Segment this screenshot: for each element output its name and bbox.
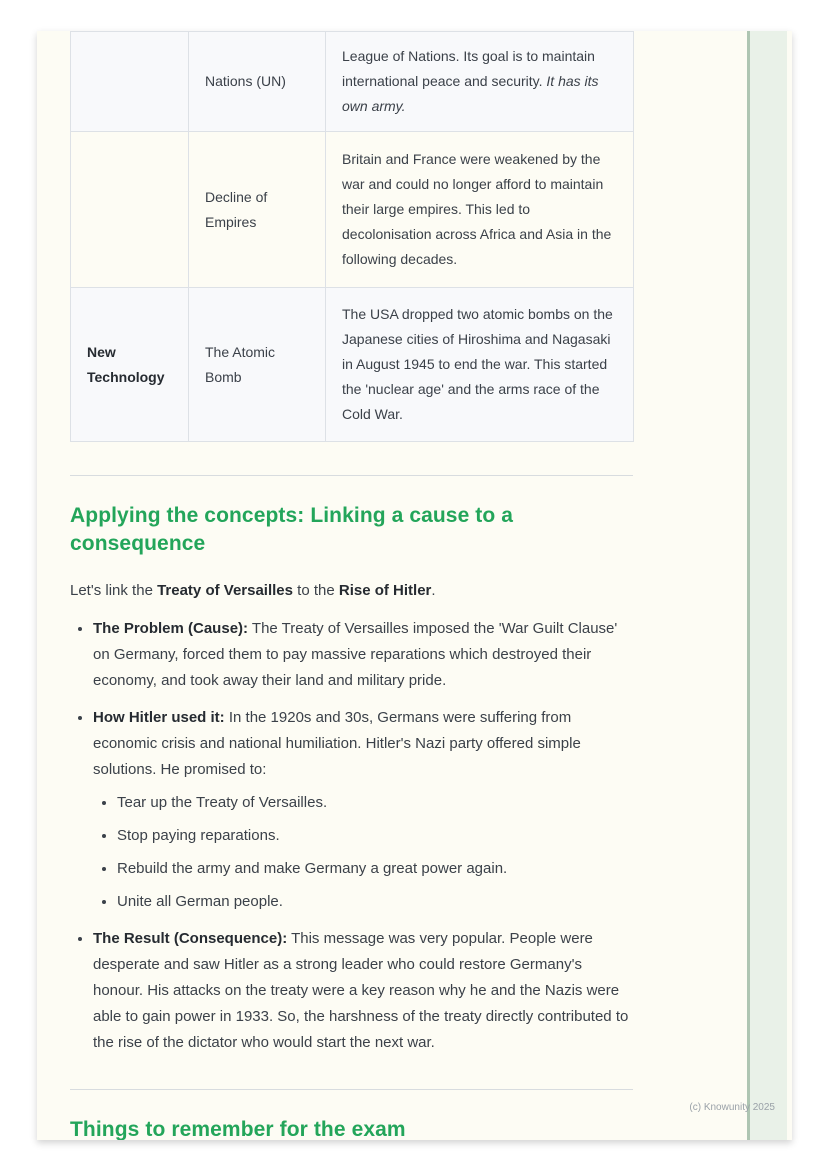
hitler-promises-sublist	[93, 790, 633, 915]
item-cell: Decline of Empires	[189, 132, 326, 288]
description-italic-text: It has its own army.	[342, 73, 599, 114]
description-cell: The USA dropped two atomic bombs on the Japanese cities of Hiroshima and Nagasaki in August 1945 to end the war. This started the 'nuclear age' and the arms race of the Cold War.	[326, 288, 634, 442]
item-cell: Nations (UN)	[189, 32, 326, 132]
knowunity-watermark: (c) Knowunity 2025	[689, 1102, 775, 1113]
list-item-text: This message was very popular. People were desperate and saw Hitler as a strong leader who could restore Germany's honour. His attacks on the treaty were a key reason why he and the Nazis were able to gain power in 1933. So, the harshness of the treaty directly contributed to the rise of the dictator who would start the next war.	[93, 930, 629, 1051]
sub-list-item: • Unite all German people.	[117, 889, 633, 915]
intro-bold-hitler: Rise of Hitler	[338, 582, 432, 599]
intro-text: .	[431, 582, 436, 599]
item-cell: The Atomic Bomb	[189, 288, 326, 442]
category-cell	[71, 32, 189, 132]
sub-list-item: • Stop paying reparations.	[117, 823, 633, 849]
table-row	[71, 32, 634, 132]
list-item-problem	[93, 616, 633, 694]
table-row	[71, 288, 634, 442]
list-item-how-hitler-used-it	[93, 705, 633, 915]
sub-list-item: • Rebuild the army and make Germany a great power again.	[117, 856, 633, 882]
list-item-lead: The Result (Consequence):	[93, 930, 288, 947]
description-cell	[326, 32, 634, 132]
cause-consequence-list	[70, 616, 633, 1056]
intro-bold-treaty: Treaty of Versailles	[157, 582, 293, 599]
sub-list-item: • Tear up the Treaty of Versailles.	[117, 790, 633, 816]
list-item-text: In the 1920s and 30s, Germans were suffering from economic crisis and national humiliation. Hitler's Nazi party offered simple solutions. He promised to:	[93, 709, 581, 778]
list-item-text: The Treaty of Versailles imposed the 'War Guilt Clause' on Germany, forced them to pay massive reparations which destroyed their economy, and took away their land and military pride.	[93, 620, 618, 689]
table-row	[71, 132, 634, 288]
page-edge-green-strip	[747, 31, 787, 1140]
list-item-result	[93, 926, 633, 1056]
intro-text: to the	[293, 582, 339, 599]
applying-concepts-heading: Applying the concepts: Linking a cause to a consequence	[70, 504, 514, 555]
section-divider	[70, 475, 633, 476]
list-item-lead: How Hitler used it:	[93, 709, 225, 726]
things-to-remember-heading: Things to remember for the exam	[70, 1118, 406, 1140]
document-page	[37, 31, 792, 1140]
intro-text: Let's link the	[70, 582, 158, 599]
list-item-lead: The Problem (Cause):	[93, 620, 249, 637]
category-cell	[71, 132, 189, 288]
intro-paragraph	[70, 578, 633, 604]
description-text: League of Nations. Its goal is to maintain international peace and security.	[342, 48, 595, 89]
page-content	[70, 31, 633, 1140]
description-cell: Britain and France were weakened by the war and could no longer afford to maintain their large empires. This led to decolonisation across Africa and Asia in the following decades.	[326, 132, 634, 288]
ww2-consequences-table	[70, 31, 634, 442]
category-cell: New Technology	[71, 288, 189, 442]
section-divider	[70, 1089, 633, 1090]
